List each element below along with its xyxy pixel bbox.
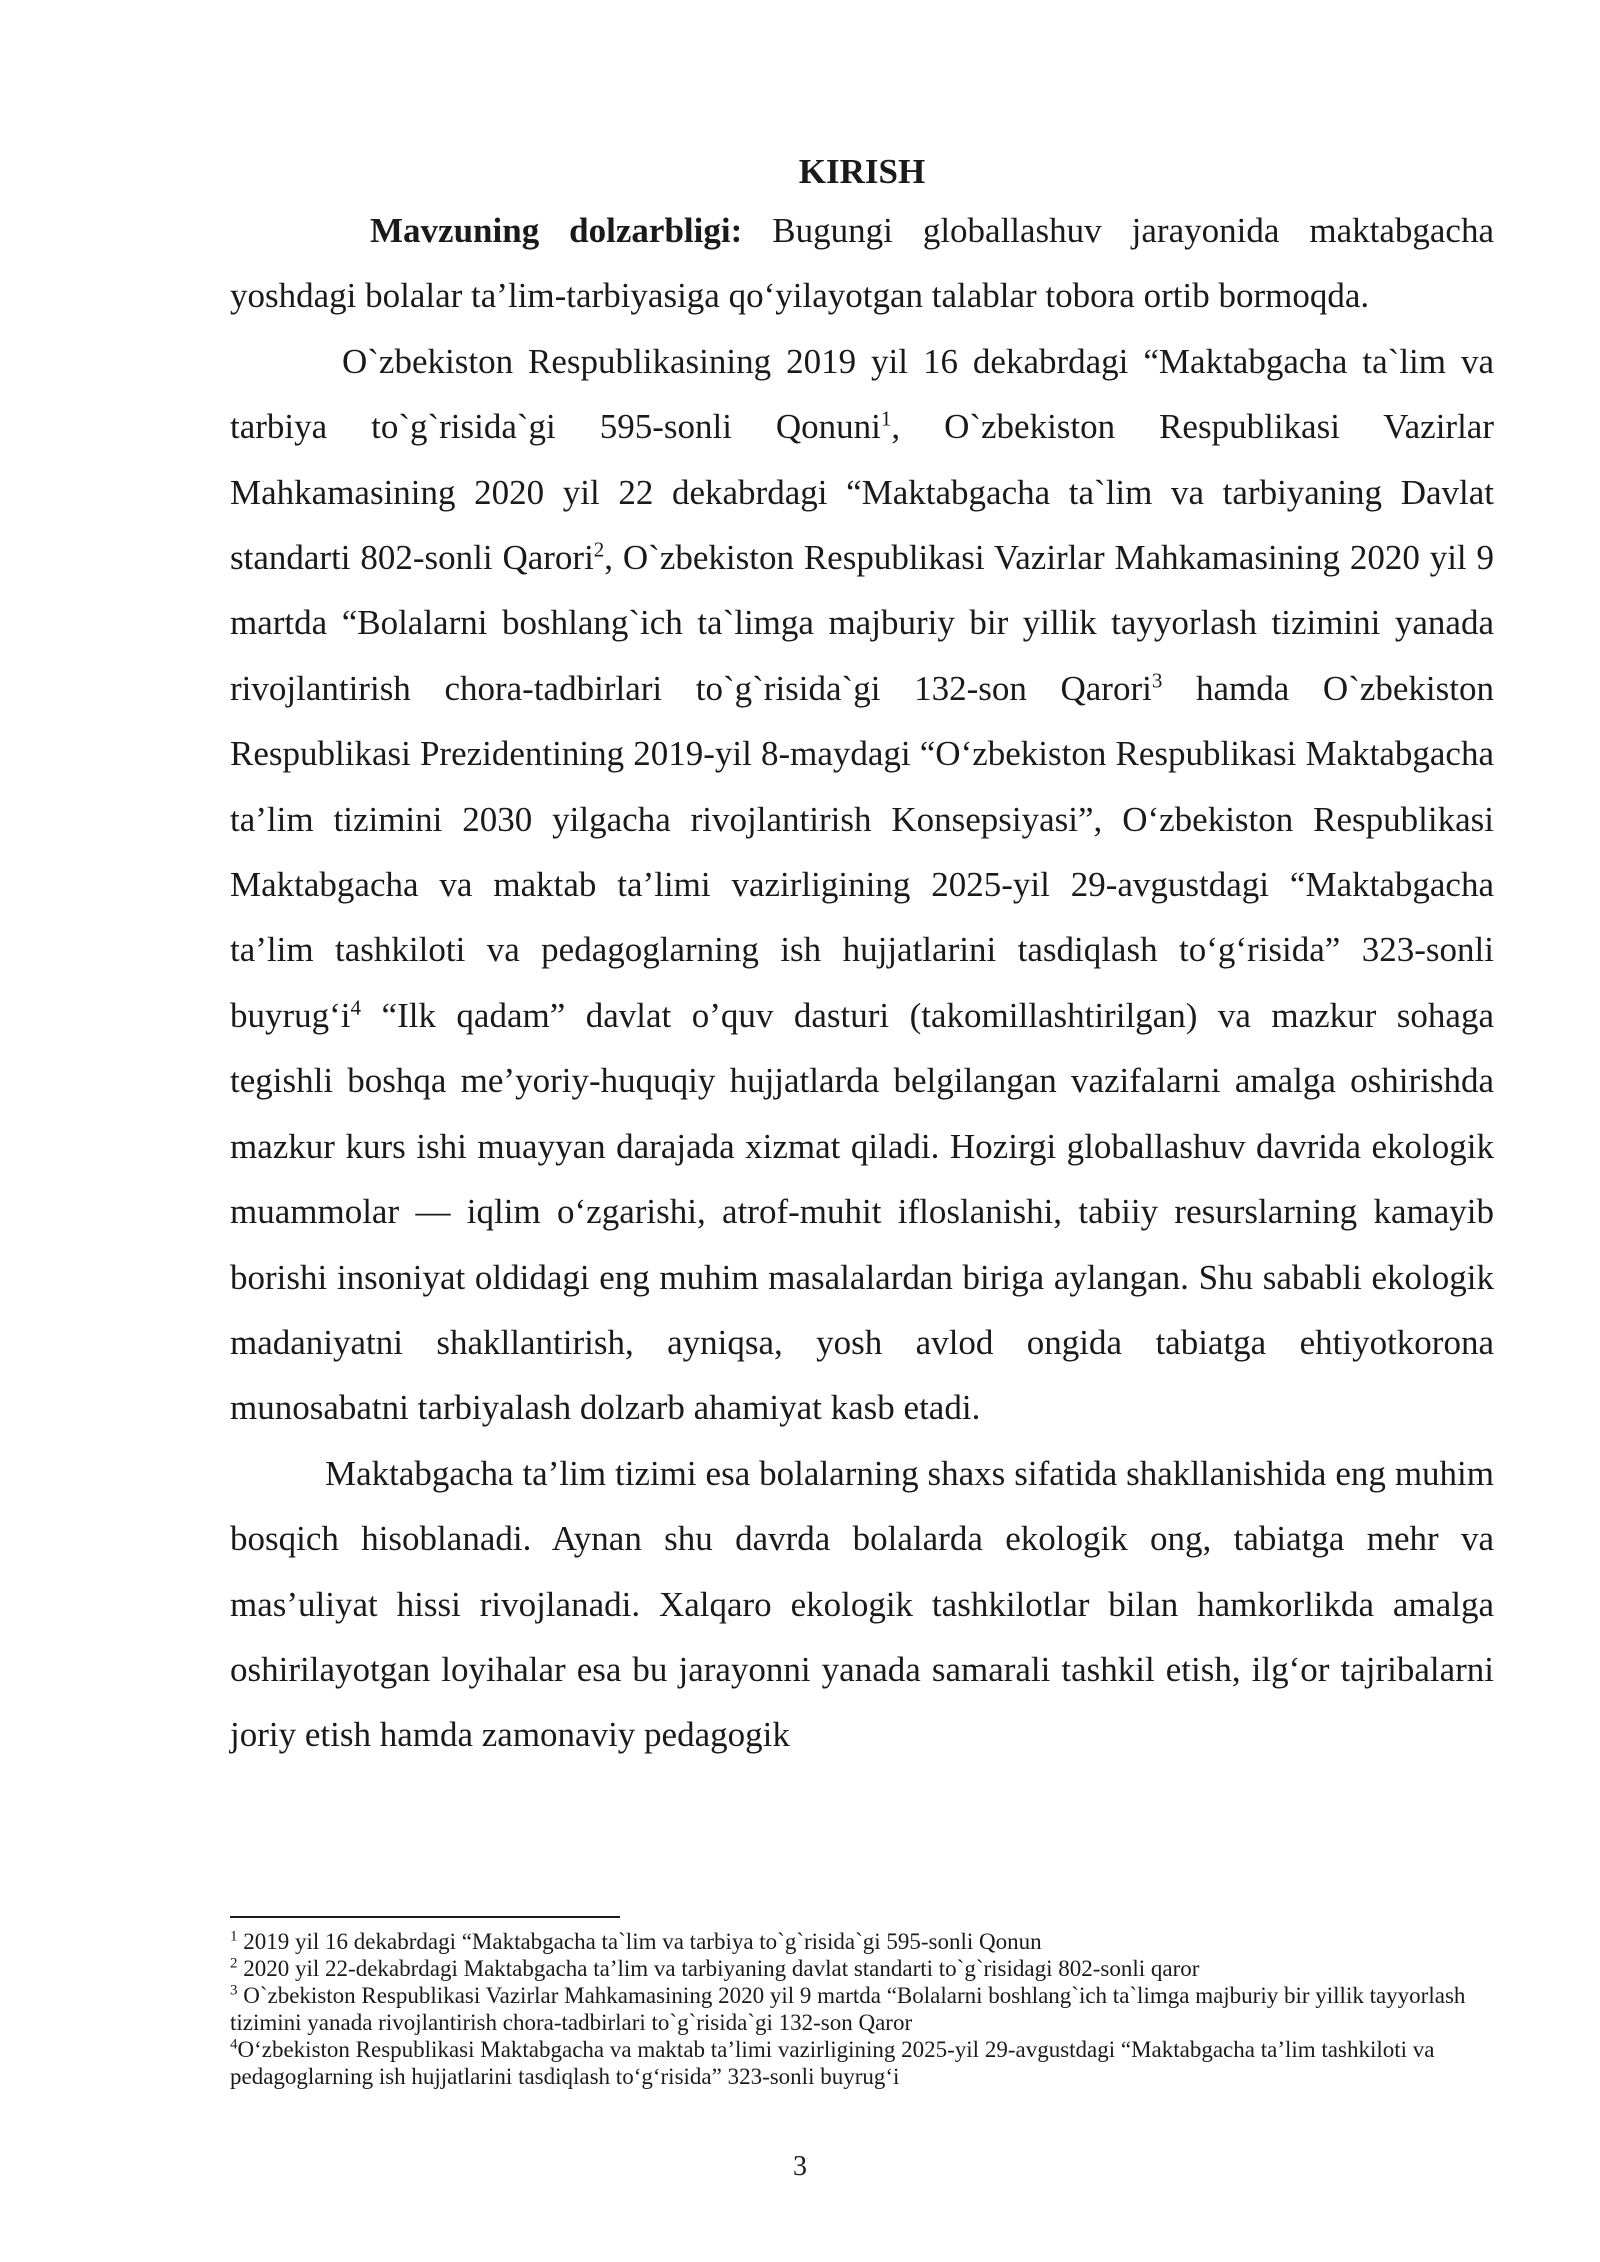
section-heading: KIRISH [798, 152, 926, 191]
main-text [230, 150, 1494, 1768]
footnote-number-1: 1 [230, 1928, 238, 1945]
footnote-ref-3: 3 [1151, 668, 1163, 693]
relevance-lead: Mavzuning dolzarbligi: [370, 211, 743, 250]
footnote-separator [230, 1916, 620, 1918]
paragraph-preschool: Maktabgacha ta’lim tizimi esa bolalarning shaxs sifatida shakllanishida eng muhim bosqich hisoblanadi. Aynan shu davrda bolalarda ekologik ong, tabiatga mehr va mas’uliyat hissi rivojlanadi. Xalqaro ekologik tashkilotlar bilan hamkorlikda amalga oshirilayotgan loyihalar esa bu jarayonni yanada samarali tashkil etish, ilg‘or tajribalarni joriy etish hamda zamonaviy pedagogik [230, 1453, 1494, 1755]
footnote-ref-2: 2 [593, 537, 605, 562]
footnote-text-2: 2020 yil 22-dekabrdagi Maktabgacha ta’lim va tarbiyaning davlat standarti to`g`risidagi 802-sonli qaror [237, 1956, 1200, 1981]
legal-text-5: “Ilk qadam” davlat o’quv dasturi (takomillashtirilgan) va mazkur sohaga tegishli boshqa me’yoriy-huquqiy hujjatlarda belgilangan vazifalarni amalga oshirishda mazkur kurs ishi muayyan darajada xizmat qiladi. Hozirgi globallashuv davrida ekologik muammolar — iqlim o‘zgarishi, atrof-muhit ifloslanishi, tabiiy resurslarning kamayib borishi insoniyat oldidagi eng muhim masalalardan biriga aylangan. Shu sababli ekologik madaniyatni shakllantirish, ayniqsa, yosh avlod ongida tabiatga ehtiyotkorona munosabatni tarbiyalash dolzarb ahamiyat kasb etadi. [230, 995, 1494, 1428]
legal-text-2: , O`zbekiston Respublikasi Vazirlar Mahkamasining 2020 yil 22 dekabrdagi “Maktabgacha ta`lim va tarbiyaning Davlat standarti 802-sonli Qarori [230, 407, 1494, 578]
footnote-number-4: 4 [230, 2036, 238, 2053]
footnote-1 [230, 1928, 1494, 1955]
footnote-number-3: 3 [230, 1982, 238, 1999]
footnote-3 [230, 1982, 1494, 2036]
footnote-number-2: 2 [230, 1955, 238, 1972]
footnote-4 [230, 2036, 1494, 2090]
relevance-text: Bugungi globallashuv jarayonida maktabgacha yoshdagi bolalar ta’lim-tarbiyasiga qo‘yilayotgan talablar tobora ortib bormoqda. [230, 211, 1494, 316]
footnote-ref-4: 4 [350, 995, 362, 1020]
footnote-ref-1: 1 [880, 406, 892, 431]
legal-text-1: O`zbekiston Respublikasining 2019 yil 16 dekabrdagi “Maktabgacha ta`lim va tarbiya to`g`risida`gi 595-sonli Qonuni [230, 341, 1494, 447]
footnote-2 [230, 1955, 1494, 1982]
legal-text-4: hamda O`zbekiston Respublikasi Prezidentining 2019-yil 8-maydagi “O‘zbekiston Respublikasi Maktabgacha ta’lim tizimini 2030 yilgacha rivojlantirish Konsepsiyasi”, O‘zbekiston Respublikasi Maktabgacha va maktab ta’limi vazirligining 2025-yil 29-avgustdagi “Maktabgacha ta’lim tashkiloti va pedagoglarning ish hujjatlarini tasdiqlash to‘g‘risida” 323-sonli buyrug‘i [230, 668, 1494, 1035]
legal-text-3: , O`zbekiston Respublikasi Vazirlar Mahkamasining 2020 yil 9 martda “Bolalarni boshlang`ich ta`limga majburiy bir yillik tayyorlash tizimini yanada rivojlantirish chora-tadbirlari to`g`risida`gi 132-son Qarori [230, 538, 1494, 708]
footnote-text-3: O`zbekiston Respublikasi Vazirlar Mahkamasining 2020 yil 9 martda “Bolalarni boshlang`ich ta`limga majburiy bir yillik tayyorlash tizimini yanada rivojlantirish chora-tadbirlari to`g`risida`gi 132-son Qaror [230, 1983, 1466, 2035]
footnote-text-1: 2019 yil 16 dekabrdagi “Maktabgacha ta`lim va tarbiya to`g`risida`gi 595-sonli Qonun [237, 1929, 1042, 1954]
paragraph-relevance [230, 198, 1494, 329]
footnote-text-4: O‘zbekiston Respublikasi Maktabgacha va maktab ta’limi vazirligining 2025-yil 29-avgustdagi “Maktabgacha ta’lim tashkiloti va pedagoglarning ish hujjatlarini tasdiqlash to‘g‘risida” 323-sonli buyrug‘i [230, 2037, 1435, 2089]
footnotes [230, 1928, 1494, 2090]
page-number: 3 [793, 2151, 807, 2182]
paragraph-legal-basis [230, 329, 1494, 1441]
